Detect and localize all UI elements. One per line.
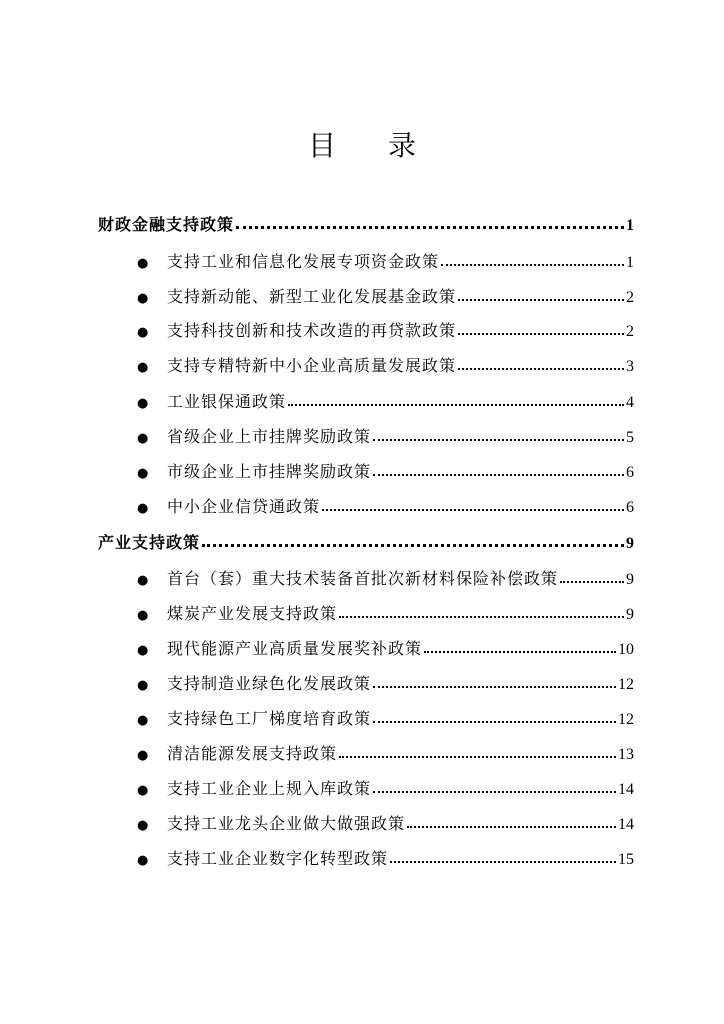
toc-entry-label: 支持绿色工厂梯度培育政策 [167,709,372,728]
dot-leader [458,299,624,301]
toc-page-number: 9 [626,606,634,623]
dot-leader [373,721,616,723]
toc-entry[interactable] [137,494,634,520]
dot-leader [407,826,616,828]
toc-entry-label: 支持工业企业上规入库政策 [167,779,372,798]
dot-leader [202,544,624,547]
dot-leader [373,439,624,441]
dot-leader [288,404,624,406]
toc-entry-label: 支持工业龙头企业做大做强政策 [167,814,406,833]
toc-entry-label: 支持工业企业数字化转型政策 [167,849,389,868]
toc-section-finance[interactable] [98,212,634,238]
toc-page-number: 14 [618,816,634,833]
dot-leader [236,226,624,229]
dot-leader [458,333,624,335]
toc-entry[interactable] [137,846,634,872]
toc-entry-label: 中小企业信贷通政策 [167,497,321,516]
toc-page-number: 1 [626,217,634,234]
toc-entry[interactable] [137,811,634,837]
toc-section-label: 财政金融支持政策 [98,215,235,234]
toc-entry-label: 支持工业和信息化发展专项资金政策 [167,252,440,271]
toc-page-number: 1 [626,254,634,271]
title-char-1: 目 [307,129,336,162]
toc-entry[interactable] [137,389,634,415]
bullet-icon: ● [137,608,149,623]
toc-entry[interactable] [137,318,634,344]
title-char-2: 录 [388,129,417,162]
toc-entry-label: 省级企业上市挂牌奖励政策 [167,427,372,446]
toc-entry[interactable] [137,284,634,310]
toc-page-number: 6 [626,499,634,516]
toc-entry[interactable] [137,741,634,767]
bullet-icon: ● [137,325,149,340]
dot-leader [339,756,616,758]
toc-entry-label: 市级企业上市挂牌奖励政策 [167,462,372,481]
bullet-icon: ● [137,748,149,763]
bullet-icon: ● [137,643,149,658]
dot-leader [339,616,624,618]
bullet-icon: ● [137,291,149,306]
toc-entry[interactable] [137,601,634,627]
dot-leader [373,686,616,688]
toc-page-number: 2 [626,323,634,340]
toc-entry-label: 清洁能源发展支持政策 [167,744,338,763]
toc-entry[interactable] [137,459,634,485]
toc-page-number: 9 [626,535,634,552]
toc-page-number: 6 [626,464,634,481]
bullet-icon: ● [137,431,149,446]
toc-entry-label: 支持制造业绿色化发展政策 [167,674,372,693]
toc-entry-label: 煤炭产业发展支持政策 [167,604,338,623]
toc-entry[interactable] [137,706,634,732]
toc-page-number: 12 [618,676,634,693]
dot-leader [322,509,624,511]
bullet-icon: ● [137,501,149,516]
toc-page-number: 14 [618,781,634,798]
toc-entry[interactable] [137,424,634,450]
bullet-icon: ● [137,466,149,481]
toc-entry[interactable] [137,249,634,275]
toc-page-number: 15 [618,851,634,868]
dot-leader [560,581,624,583]
toc-page-number: 4 [626,394,634,411]
toc-entry[interactable] [137,566,634,592]
toc-entry-label: 现代能源产业高质量发展奖补政策 [167,639,423,658]
toc-entry-label: 首台（套）重大技术装备首批次新材料保险补偿政策 [167,569,559,588]
toc-entry-label: 工业银保通政策 [167,392,287,411]
bullet-icon: ● [137,783,149,798]
toc-page-number: 10 [618,641,634,658]
dot-leader [373,474,624,476]
bullet-icon: ● [137,573,149,588]
toc-page-number: 5 [626,429,634,446]
toc-entry-label: 支持科技创新和技术改造的再贷款政策 [167,321,457,340]
bullet-icon: ● [137,396,149,411]
bullet-icon: ● [137,818,149,833]
dot-leader [441,264,624,266]
toc-section-label: 产业支持政策 [98,533,201,552]
dot-leader [390,861,616,863]
bullet-icon: ● [137,360,149,375]
toc-entry[interactable] [137,776,634,802]
toc-entry[interactable] [137,353,634,379]
toc-page-number: 9 [626,571,634,588]
toc-page-number: 13 [618,746,634,763]
toc-page-number: 3 [626,358,634,375]
toc-entry-label: 支持新动能、新型工业化发展基金政策 [167,287,457,306]
bullet-icon: ● [137,256,149,271]
bullet-icon: ● [137,853,149,868]
toc-section-industry[interactable] [98,530,634,556]
toc-page-number: 2 [626,289,634,306]
toc-entry[interactable] [137,636,634,662]
toc-page-number: 12 [618,711,634,728]
dot-leader [424,651,616,653]
bullet-icon: ● [137,713,149,728]
toc-entry-label: 支持专精特新中小企业高质量发展政策 [167,356,457,375]
bullet-icon: ● [137,678,149,693]
dot-leader [458,368,624,370]
toc-entry[interactable] [137,671,634,697]
dot-leader [373,791,616,793]
